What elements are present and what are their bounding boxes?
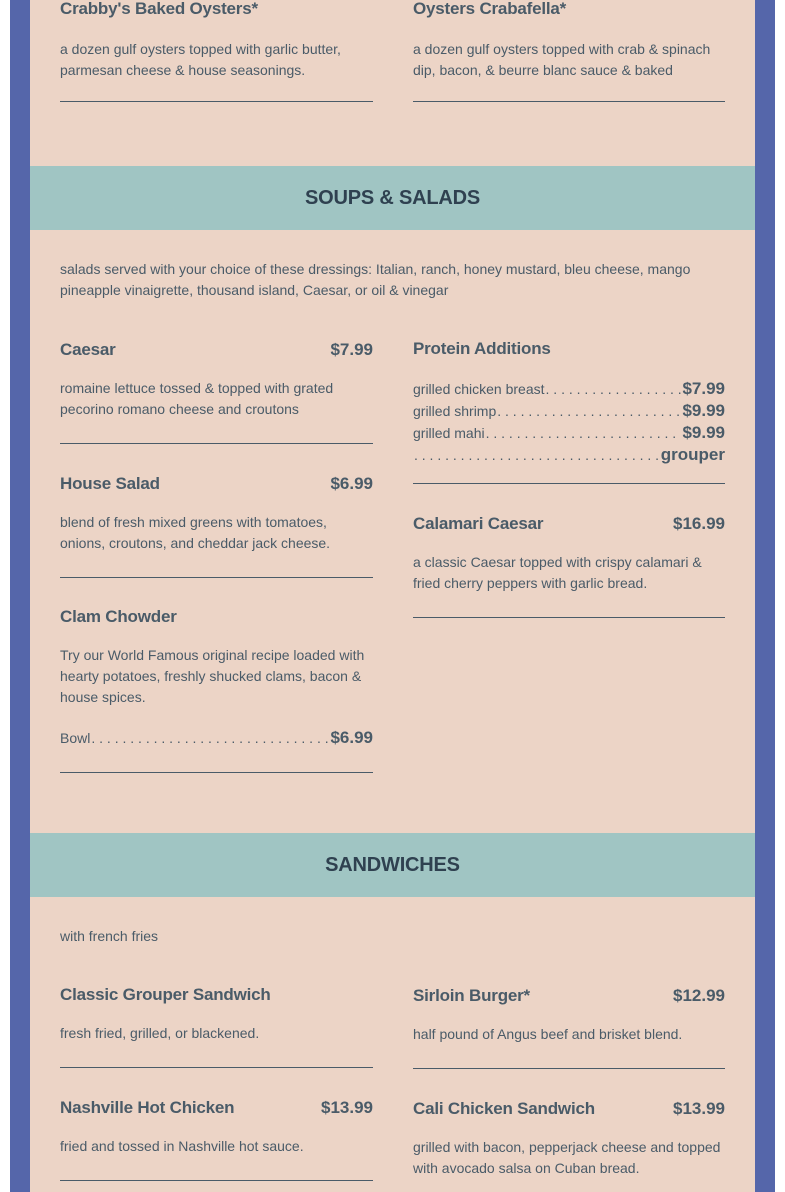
item-name: Sirloin Burger* xyxy=(413,986,530,1005)
menu-item-oysters-crabafella xyxy=(413,0,725,81)
dot-leader xyxy=(91,728,329,749)
protein-row xyxy=(413,422,725,444)
price-row-bowl xyxy=(60,727,373,749)
item-price: $12.99 xyxy=(673,986,725,1005)
item-description: Try our World Famous original recipe loaded with hearty potatoes, freshly shucked clams, bacon & house spices. xyxy=(60,647,365,705)
section-title: SOUPS & SALADS xyxy=(304,186,480,209)
protein-label: grilled mahi xyxy=(413,425,485,441)
menu-item-crabbys-baked-oysters xyxy=(60,0,373,81)
divider xyxy=(60,1180,373,1181)
divider xyxy=(60,101,373,102)
item-name: Cali Chicken Sandwich xyxy=(413,1099,595,1118)
divider xyxy=(413,617,725,618)
size-label: Bowl xyxy=(60,730,91,746)
divider xyxy=(60,1067,373,1068)
item-description: a classic Caesar topped with crispy calamari & fried cherry peppers with garlic bread. xyxy=(413,554,702,591)
protein-price: grouper xyxy=(660,445,725,464)
item-description: a dozen gulf oysters topped with crab & spinach dip, bacon, & beurre blanc sauce & baked xyxy=(413,41,711,78)
item-price: $16.99 xyxy=(673,514,725,533)
protein-row xyxy=(413,378,725,400)
divider xyxy=(413,101,725,102)
item-name: Oysters Crabafella* xyxy=(413,0,567,18)
menu-item-nashville-hot-chicken xyxy=(60,1098,373,1157)
protein-row xyxy=(413,444,725,466)
protein-row xyxy=(413,400,725,422)
item-name: Classic Grouper Sandwich xyxy=(60,985,271,1004)
protein-label: grilled shrimp xyxy=(413,403,497,419)
item-name: Clam Chowder xyxy=(60,607,177,626)
dot-leader xyxy=(414,445,660,466)
protein-price: $7.99 xyxy=(682,379,725,398)
divider xyxy=(60,772,373,773)
item-price: $13.99 xyxy=(321,1098,373,1117)
dressings-note: salads served with your choice of these dressings: Italian, ranch, honey mustard, bleu cheese, mango pineapple vinaigrette, thousand island, Caesar, or oil & vinegar xyxy=(60,261,691,298)
protein-price: $9.99 xyxy=(682,401,725,420)
item-description: grilled with bacon, pepperjack cheese and topped with avocado salsa on Cuban bread. xyxy=(413,1139,721,1176)
protein-price: $9.99 xyxy=(682,423,725,442)
section-title: SANDWICHES xyxy=(325,853,460,876)
item-description: half pound of Angus beef and brisket blend. xyxy=(413,1026,683,1042)
menu-item-protein-additions xyxy=(413,339,725,466)
menu-item-caesar xyxy=(60,340,373,420)
protein-label: grilled chicken breast xyxy=(413,381,545,397)
section-header-soups-salads xyxy=(30,166,755,230)
item-description: fresh fried, grilled, or blackened. xyxy=(60,1025,260,1041)
divider xyxy=(60,443,373,444)
item-price: $7.99 xyxy=(330,340,373,359)
item-price: $13.99 xyxy=(673,1099,725,1118)
divider xyxy=(413,1068,725,1069)
dot-leader xyxy=(497,401,681,422)
item-name: Caesar xyxy=(60,340,116,359)
item-name: House Salad xyxy=(60,474,160,493)
dot-leader xyxy=(546,379,682,400)
menu-item-sirloin-burger xyxy=(413,986,725,1045)
sandwiches-note: with french fries xyxy=(60,928,159,944)
divider xyxy=(413,483,725,484)
item-description: romaine lettuce tossed & topped with grated pecorino romano cheese and croutons xyxy=(60,380,334,417)
dot-leader xyxy=(486,423,682,444)
menu-item-calamari-caesar xyxy=(413,514,725,594)
item-name: Protein Additions xyxy=(413,339,551,358)
item-description: fried and tossed in Nashville hot sauce. xyxy=(60,1138,304,1154)
menu-item-cali-chicken-sandwich xyxy=(413,1099,725,1179)
menu-item-clam-chowder xyxy=(60,607,373,749)
item-name: Nashville Hot Chicken xyxy=(60,1098,235,1117)
section-header-sandwiches xyxy=(30,833,755,897)
size-price: $6.99 xyxy=(330,728,373,747)
menu-item-house-salad xyxy=(60,474,373,554)
item-name: Calamari Caesar xyxy=(413,514,544,533)
item-price: $6.99 xyxy=(330,474,373,493)
menu-item-classic-grouper-sandwich xyxy=(60,985,373,1044)
item-description: blend of fresh mixed greens with tomatoes, onions, croutons, and cheddar jack cheese. xyxy=(60,514,331,551)
protein-list xyxy=(413,378,725,466)
divider xyxy=(60,577,373,578)
item-description: a dozen gulf oysters topped with garlic butter, parmesan cheese & house seasonings. xyxy=(60,41,341,78)
item-name: Crabby's Baked Oysters* xyxy=(60,0,258,18)
